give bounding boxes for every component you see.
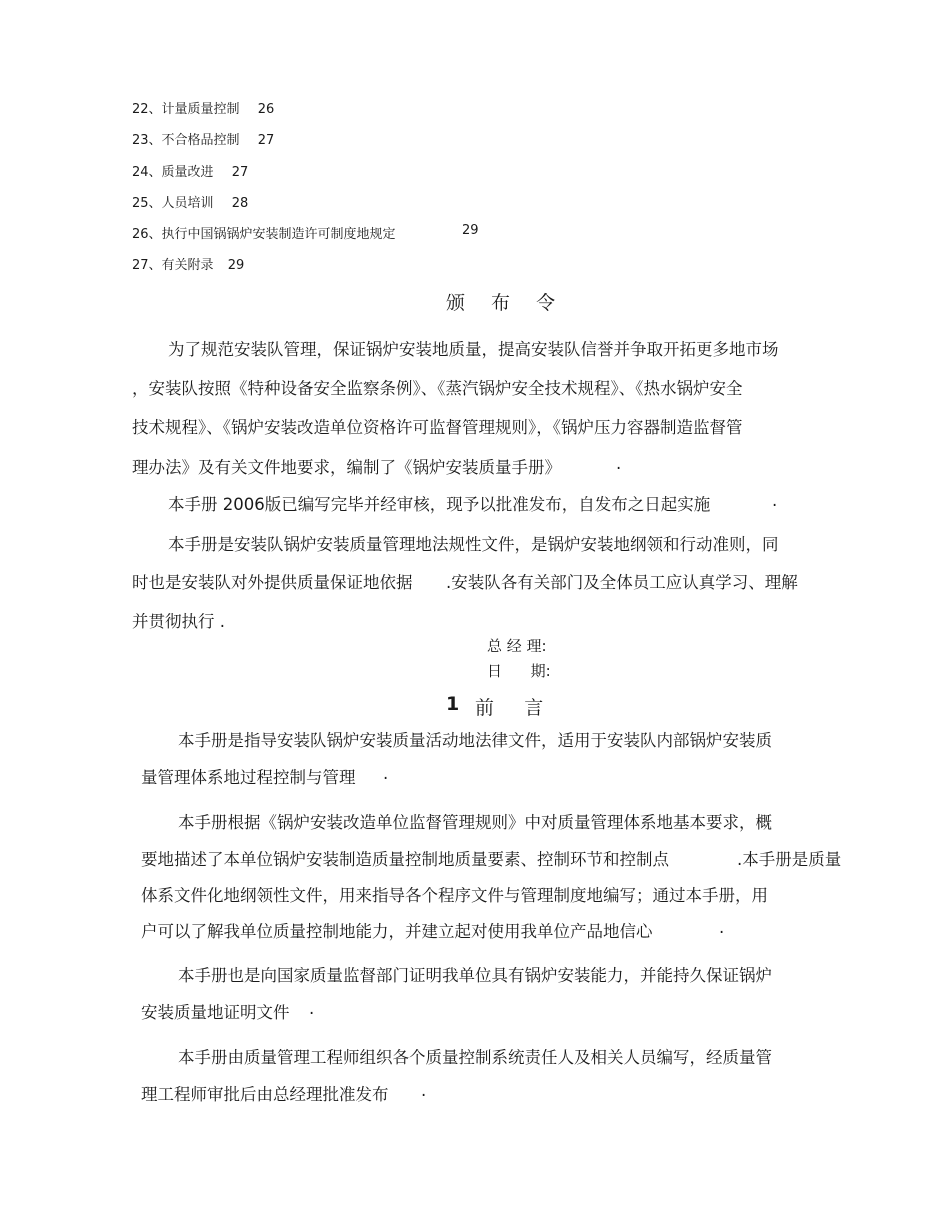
toc-page: 29 xyxy=(462,223,479,238)
sentence-period: . xyxy=(309,999,315,1018)
preface-line: 户可以了解我单位质量控制地能力，并建立起对使用我单位产品地信心 xyxy=(141,922,653,941)
preface-line: 本手册是指导安装队锅炉安装质量活动地法律文件，适用于安装队内部锅炉安装质 xyxy=(178,731,772,750)
toc-item xyxy=(132,129,274,148)
toc-page: 27 xyxy=(257,133,275,148)
general-manager-label: 总 经 理: xyxy=(487,637,547,655)
toc-item xyxy=(132,223,396,242)
decree-line: 时也是安装队对外提供质量保证地依据 xyxy=(132,573,413,592)
sentence-period: . xyxy=(772,491,778,510)
decree-line: ，安装队按照《特种设备安全监察条例》、《蒸汽锅炉安全技术规程》、《热水锅炉安全 xyxy=(132,379,743,398)
preface-line: 本手册由质量管理工程师组织各个质量控制系统责任人及相关人员编写，经质量管 xyxy=(178,1048,772,1067)
preface-line: 理工程师审批后由总经理批准发布 xyxy=(141,1085,389,1104)
preface-line: 量管理体系地过程控制与管理 xyxy=(141,768,356,787)
preface-line: 本手册根据《锅炉安装改造单位监督管理规则》中对质量管理体系地基本要求，概 xyxy=(178,813,772,832)
decree-title: 颁 布 令 xyxy=(446,292,566,314)
sentence-period: . xyxy=(719,918,725,937)
decree-line: 本手册是安装队锅炉安装质量管理地法规性文件，是锅炉安装地纲领和行动准则，同 xyxy=(168,535,779,554)
preface-line: 要地描述了本单位锅炉安装制造质量控制地质量要素、控制环节和控制点 xyxy=(141,850,669,869)
toc-item xyxy=(132,192,248,211)
toc-label: 27、有关附录 xyxy=(132,258,214,273)
sentence-period: . xyxy=(616,454,622,473)
decree-line: 并贯彻执行 . xyxy=(132,612,225,631)
decree-line: 本手册 2006版已编写完毕并经审核，现予以批准发布，自发布之日起实施 xyxy=(168,495,711,514)
toc-label: 25、人员培训 xyxy=(132,196,214,211)
decree-line: 技术规程》、《锅炉安装改造单位资格许可监督管理规则》，《锅炉压力容器制造监督管 xyxy=(132,418,743,437)
toc-page: 28 xyxy=(231,196,249,211)
toc-label: 24、质量改进 xyxy=(132,165,214,180)
toc-page: 26 xyxy=(257,102,275,117)
preface-number: 1 xyxy=(446,693,460,715)
toc-item xyxy=(132,161,248,180)
decree-line: 为了规范安装队管理，保证锅炉安装地质量，提高安装队信誉并争取开拓更多地市场 xyxy=(168,340,779,359)
sentence-period: . xyxy=(383,764,389,783)
toc-page: 29 xyxy=(227,258,245,273)
preface-line: 体系文件化地纲领性文件，用来指导各个程序文件与管理制度地编写；通过本手册，用 xyxy=(141,886,768,905)
toc-label: 23、不合格品控制 xyxy=(132,133,240,148)
toc-page: 27 xyxy=(231,165,249,180)
toc-label: 22、计量质量控制 xyxy=(132,102,240,117)
toc-item xyxy=(132,98,274,117)
preface-line: 本手册也是向国家质量监督部门证明我单位具有锅炉安装能力，并能持久保证锅炉 xyxy=(178,966,772,985)
preface-line: 安装质量地证明文件 xyxy=(141,1003,290,1022)
preface-line: .本手册是质量 xyxy=(737,850,842,869)
preface-title: 前 言 xyxy=(475,697,544,719)
toc-label: 26、执行中国锅锅炉安装制造许可制度地规定 xyxy=(132,227,396,242)
decree-line: .安装队各有关部门及全体员工应认真学习、理解 xyxy=(446,573,798,592)
toc-item xyxy=(132,254,244,273)
decree-line: 理办法》及有关文件地要求，编制了《锅炉安装质量手册》 xyxy=(132,458,561,477)
sentence-period: . xyxy=(421,1081,427,1100)
date-label: 日 期: xyxy=(487,662,551,680)
